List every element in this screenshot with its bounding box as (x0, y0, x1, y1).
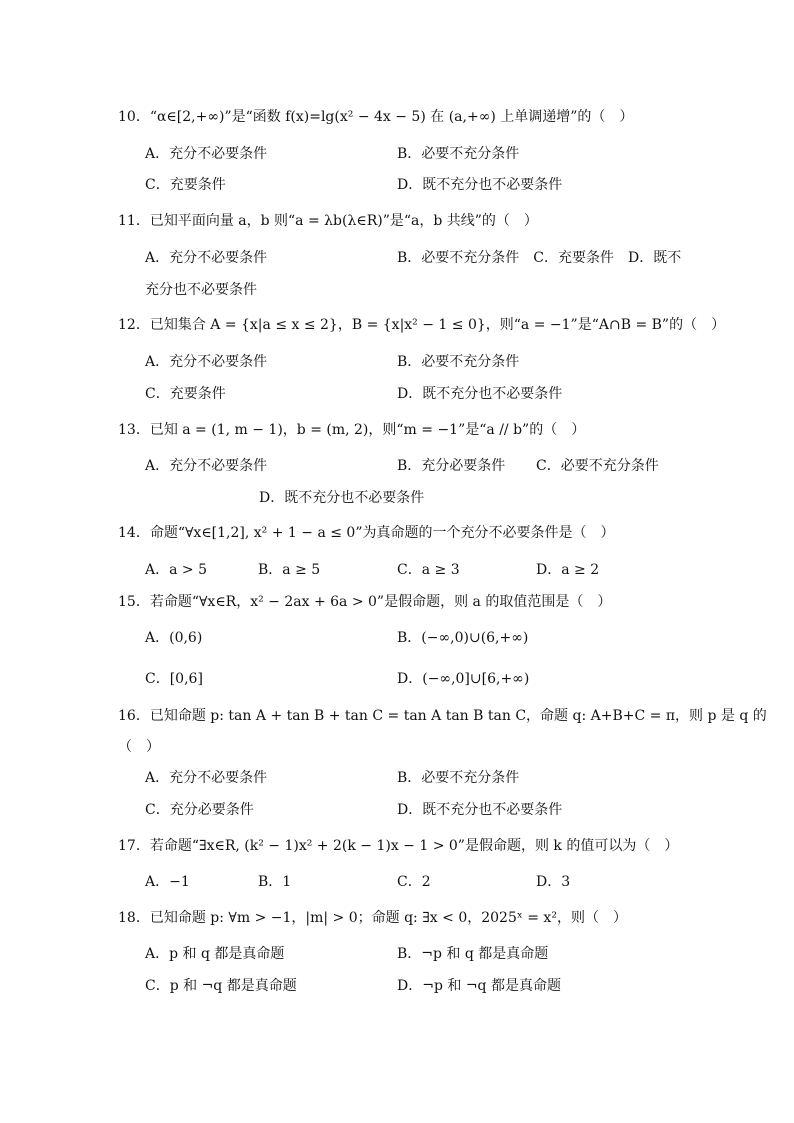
question-10-stem: 10．“α∈[2,+∞)”是“函数 f(x)=lg(x² − 4x − 5) 在 (a,+∞) 上单调递增”的（ ） (118, 109, 634, 125)
question-14-option-d: D．a ≥ 2 (536, 562, 600, 578)
question-18-option-b: B．¬p 和 q 都是真命题 (397, 946, 549, 962)
question-14-option-a: A．a > 5 (145, 562, 207, 578)
question-15-option-b: B．(−∞,0)∪(6,+∞) (397, 630, 529, 646)
question-13-option-c: C．必要不充分条件 (536, 458, 659, 474)
question-12-option-a: A．充分不必要条件 (145, 354, 268, 370)
question-11-stem: 11．已知平面向量 a，b 则“a = λb(λ∈R)”是“a，b 共线”的（ ） (118, 213, 538, 229)
question-18-option-c: C．p 和 ¬q 都是真命题 (145, 978, 297, 994)
question-17-option-c: C．2 (397, 874, 431, 890)
question-15-option-d: D．(−∞,0]∪[6,+∞) (397, 671, 530, 687)
question-13-option-d: D．既不充分也不必要条件 (259, 490, 425, 506)
question-12-option-c: C．充要条件 (145, 386, 226, 402)
question-11-option-a: A．充分不必要条件 (145, 250, 268, 266)
question-16-stem-cont: （ ） (118, 739, 160, 755)
question-14-option-c: C．a ≥ 3 (397, 562, 460, 578)
question-12-stem: 12．已知集合 A = {x|a ≤ x ≤ 2}，B = {x|x² − 1 ≤ 0}，则“a = −1”是“A∩B = B”的（ ） (118, 317, 726, 333)
question-10-option-c: C．充要条件 (145, 177, 226, 193)
question-17-option-a: A．−1 (145, 874, 190, 890)
question-17-option-b: B．1 (258, 874, 292, 890)
question-15-stem: 15．若命题“∀x∈R，x² − 2ax + 6a > 0”是假命题，则 a 的取值范围是（ ） (118, 594, 612, 610)
question-18-option-a: A．p 和 q 都是真命题 (145, 946, 285, 962)
question-17-stem: 17．若命题“∃x∈R, (k² − 1)x² + 2(k − 1)x − 1 > 0”是假命题，则 k 的值可以为（ ） (118, 838, 679, 854)
question-17-option-d: D．3 (536, 874, 571, 890)
question-10-option-d: D．既不充分也不必要条件 (397, 177, 563, 193)
question-11-option-d-cont: 充分也不必要条件 (145, 282, 257, 298)
question-15-option-a: A．(0,6) (145, 630, 203, 646)
question-16-stem: 16．已知命题 p: tan A + tan B + tan C = tan A tan B tan C，命题 q: A+B+C = π，则 p 是 q 的 (118, 708, 767, 724)
question-15-option-c: C．[0,6] (145, 671, 203, 687)
question-14-option-b: B．a ≥ 5 (258, 562, 321, 578)
question-16-option-c: C．充分必要条件 (145, 802, 254, 818)
question-10-option-b: B．必要不充分条件 (397, 146, 520, 162)
question-16-option-b: B．必要不充分条件 (397, 770, 520, 786)
question-10-option-a: A．充分不必要条件 (145, 146, 268, 162)
question-13-option-a: A．充分不必要条件 (145, 458, 268, 474)
question-18-stem: 18．已知命题 p: ∀m > −1，|m| > 0；命题 q: ∃x < 0，2025ˣ = x²，则（ ） (118, 910, 627, 926)
question-12-option-d: D．既不充分也不必要条件 (397, 386, 563, 402)
question-11-option-bcd: B．必要不充分条件 C．充要条件 D．既不 (397, 250, 682, 266)
question-13-option-b: B．充分必要条件 (397, 458, 506, 474)
question-16-option-d: D．既不充分也不必要条件 (397, 802, 563, 818)
question-12-option-b: B．必要不充分条件 (397, 354, 520, 370)
question-18-option-d: D．¬p 和 ¬q 都是真命题 (397, 978, 561, 994)
question-14-stem: 14．命题“∀x∈[1,2], x² + 1 − a ≤ 0”为真命题的一个充分不必要条件是（ ） (118, 525, 615, 541)
question-13-stem: 13．已知 a = (1, m − 1)，b = (m, 2)，则“m = −1”是“a // b”的（ ） (118, 422, 586, 438)
question-16-option-a: A．充分不必要条件 (145, 770, 268, 786)
